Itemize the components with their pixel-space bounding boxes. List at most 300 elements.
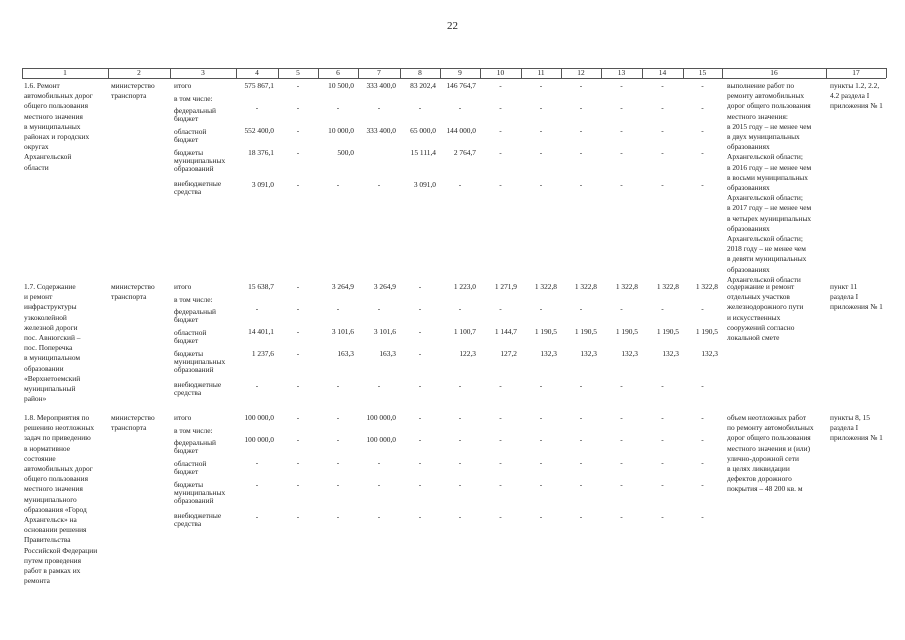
executor-line: транспорта [111, 423, 147, 433]
column-header: 5 [296, 68, 300, 77]
value-cell: 132,3 [701, 349, 718, 358]
value-cell: - [296, 103, 300, 112]
row-name-line: «Верхнетоемский [24, 373, 81, 383]
value-cell: - [661, 381, 664, 390]
value-cell: 1 322,8 [615, 282, 638, 291]
executor-line: министерство [111, 81, 155, 90]
funding-source-label: федеральный [174, 307, 216, 316]
value-cell: 1 237,6 [251, 349, 274, 358]
row-name-line: пос. Поперечка [24, 343, 73, 353]
value-cell: - [296, 327, 300, 336]
value-cell: - [377, 381, 381, 390]
value-cell: 3 101,6 [373, 327, 396, 336]
funding-source-label: федеральный [174, 438, 216, 447]
value-cell: - [458, 381, 462, 390]
value-cell: - [661, 148, 664, 157]
value-cell: - [336, 413, 340, 422]
value-cell: - [377, 512, 381, 521]
value-cell: - [701, 480, 704, 489]
value-cell: - [620, 180, 623, 189]
row-name-line: пос. Авнюгский – [24, 333, 81, 342]
value-cell: - [620, 81, 623, 90]
value-cell: - [661, 435, 664, 444]
row-name-line: образования «Город [24, 504, 87, 514]
value-cell: - [499, 81, 502, 90]
row-name-line: общего пользования [24, 474, 88, 484]
value-cell: - [418, 512, 422, 521]
row-name-line: в муниципальных [24, 121, 81, 131]
value-cell: - [418, 413, 422, 422]
value-cell: 100 000,0 [244, 413, 274, 422]
row-name-line: Архангельск» на [24, 515, 77, 524]
value-cell: - [418, 282, 422, 291]
reference-line: раздела I [830, 423, 859, 433]
reference-line: пункт 11 [830, 282, 858, 291]
row-name-line: образовании [24, 363, 64, 373]
row-name-line: инфраструктуры [24, 302, 77, 312]
value-cell: 2 764,7 [453, 148, 476, 157]
column-header: 3 [201, 68, 205, 77]
column-header: 9 [458, 68, 462, 77]
column-header: 17 [852, 68, 860, 77]
value-cell: - [296, 480, 300, 489]
value-cell: - [579, 148, 583, 157]
value-cell: - [418, 304, 422, 313]
value-cell: - [620, 435, 623, 444]
value-cell: - [458, 180, 462, 189]
value-cell: - [579, 81, 583, 90]
row-name-line: Российской Федерации [24, 545, 98, 555]
value-cell: - [539, 180, 543, 189]
value-cell: - [539, 81, 543, 90]
value-cell: - [336, 304, 340, 313]
value-cell: 1 100,7 [453, 327, 476, 336]
value-cell: - [661, 413, 664, 422]
funding-source-label: бюджет [174, 315, 199, 324]
value-cell: - [701, 304, 704, 313]
value-cell: - [418, 480, 422, 489]
value-cell: - [579, 413, 583, 422]
result-line: улично-дорожной сети [727, 453, 799, 463]
value-cell: - [661, 81, 664, 90]
value-cell: - [701, 180, 704, 189]
value-cell: 3 264,9 [331, 282, 354, 291]
funding-source-label: областной [174, 328, 207, 337]
column-header: 10 [496, 68, 505, 77]
row-name-line: 1.8. Мероприятия по [24, 413, 90, 422]
value-cell: - [458, 103, 462, 112]
row-name-line: автомобильных дорог [24, 464, 93, 473]
value-cell: - [418, 349, 422, 358]
value-cell: 1 190,5 [695, 327, 718, 336]
value-cell: 10 500,0 [328, 81, 354, 90]
row-name-line: узкоколейной [24, 312, 67, 322]
value-cell: - [296, 81, 300, 90]
funding-source-label: муниципальных [174, 357, 226, 366]
row-name-line: местного значения [24, 111, 83, 121]
result-line: отдельных участков [727, 292, 790, 302]
value-cell: 122,3 [459, 349, 476, 358]
value-cell: - [579, 458, 583, 467]
value-cell: - [377, 304, 381, 313]
value-cell: 1 322,8 [574, 282, 597, 291]
value-cell: 1 190,5 [615, 327, 638, 336]
result-line: в девяти муниципальных [727, 254, 807, 264]
value-cell: - [458, 458, 462, 467]
result-line: образованиях [727, 183, 770, 192]
value-cell: - [499, 304, 502, 313]
reference-line: приложения № 1 [830, 101, 883, 111]
funding-source-label: федеральный [174, 106, 216, 115]
reference-line: 4.2 раздела I [830, 91, 870, 101]
funding-source-label: муниципальных [174, 156, 226, 165]
funding-source-label: внебюджетные [174, 511, 222, 520]
value-cell: 15 638,7 [248, 282, 274, 291]
value-cell: 100 000,0 [366, 413, 396, 422]
value-cell: - [377, 458, 381, 467]
row-name-line: железной дороги [24, 322, 78, 332]
row-name-line: ремонта [24, 576, 50, 586]
value-cell: 3 101,6 [331, 327, 354, 336]
value-cell: 1 190,5 [574, 327, 597, 336]
executor-line: министерство [111, 413, 155, 422]
value-cell: - [701, 512, 704, 521]
value-cell: - [661, 458, 664, 467]
value-cell: - [499, 413, 502, 422]
result-line: Архангельской области; [727, 193, 803, 203]
result-line: содержание и ремонт [727, 282, 795, 291]
value-cell: 163,3 [337, 349, 354, 358]
value-cell: - [255, 103, 259, 112]
value-cell: 65 000,0 [410, 126, 436, 135]
value-cell: 132,3 [621, 349, 638, 358]
result-line: 2018 году – не менее чем [727, 244, 806, 254]
value-cell: 10 000,0 [328, 126, 354, 135]
funding-source-label: образований [174, 365, 214, 374]
value-cell: - [418, 381, 422, 390]
funding-source-label: областной [174, 127, 207, 136]
result-line: железнодорожного пути [727, 302, 804, 312]
value-cell: - [701, 81, 704, 90]
value-cell: - [499, 458, 502, 467]
value-cell: 552 400,0 [244, 126, 274, 135]
funding-source-label: в том числе: [174, 295, 213, 304]
value-cell: - [499, 480, 502, 489]
value-cell: - [701, 148, 704, 157]
column-header: 6 [336, 68, 340, 77]
funding-source-label: внебюджетные [174, 380, 222, 389]
value-cell: - [539, 413, 543, 422]
row-name-line: 1.6. Ремонт [24, 81, 60, 90]
result-line: местного значения и (или) [727, 443, 811, 453]
row-name-line: муниципального [24, 494, 77, 504]
reference-line: пункты 8, 15 [830, 413, 870, 422]
value-cell: - [255, 381, 259, 390]
value-cell: - [579, 435, 583, 444]
value-cell: - [499, 180, 502, 189]
value-cell: - [458, 512, 462, 521]
column-divider [886, 68, 887, 78]
funding-source-label: бюджет [174, 336, 199, 345]
row-name-line: работ в рамках их [24, 566, 81, 575]
value-cell: - [296, 180, 300, 189]
row-name-line: Правительства [24, 535, 71, 545]
value-cell: - [499, 148, 502, 157]
value-cell: - [701, 435, 704, 444]
value-cell: - [661, 126, 664, 135]
value-cell: 3 091,0 [413, 180, 436, 189]
value-cell: - [296, 413, 300, 422]
value-cell: - [620, 148, 623, 157]
value-cell: - [336, 103, 340, 112]
value-cell: 1 190,5 [534, 327, 557, 336]
value-cell: 83 202,4 [410, 81, 436, 90]
funding-source-label: бюджеты [174, 480, 204, 489]
value-cell: 14 401,1 [248, 327, 274, 336]
row-name-line: местного значения [24, 484, 83, 494]
value-cell: - [499, 126, 502, 135]
funding-source-label: средства [174, 187, 202, 196]
row-name-line: задач по приведению [24, 433, 91, 443]
result-line: дефектов дорожного [727, 474, 792, 484]
value-cell: - [579, 480, 583, 489]
value-cell: - [701, 381, 704, 390]
value-cell: - [336, 458, 340, 467]
value-cell: - [579, 126, 583, 135]
funding-source-label: итого [174, 413, 192, 422]
row-name-line: районах и городских [24, 132, 90, 141]
value-cell: - [499, 103, 502, 112]
result-line: образованиях [727, 264, 770, 274]
result-line: местного значения: [727, 111, 788, 121]
reference-line: раздела I [830, 292, 859, 302]
value-cell: 1 322,8 [656, 282, 679, 291]
funding-source-label: бюджеты [174, 148, 204, 157]
funding-source-label: бюджет [174, 446, 199, 455]
result-line: и искусственных [727, 312, 781, 322]
result-line: в четырех муниципальных [727, 213, 812, 223]
value-cell: - [418, 435, 422, 444]
value-cell: - [539, 304, 543, 313]
result-line: в 2017 году – не менее чем [727, 203, 812, 213]
result-line: Архангельской области; [727, 234, 803, 243]
funding-source-label: муниципальных [174, 488, 226, 497]
value-cell: 3 264,9 [373, 282, 396, 291]
column-header: 8 [418, 68, 422, 77]
value-cell: - [377, 180, 381, 189]
value-cell: - [620, 413, 623, 422]
value-cell: - [418, 103, 422, 112]
value-cell: - [579, 103, 583, 112]
value-cell: 146 764,7 [446, 81, 476, 90]
value-cell: - [458, 480, 462, 489]
result-line: Архангельской области; [727, 152, 803, 162]
value-cell: - [539, 126, 543, 135]
value-cell: 127,2 [500, 349, 517, 358]
value-cell: - [620, 381, 623, 390]
result-line: Архангельской области [727, 274, 801, 284]
reference-line: приложения № 1 [830, 302, 883, 312]
row-name-line: решению неотложных [24, 423, 95, 433]
value-cell: - [539, 381, 543, 390]
value-cell: - [661, 512, 664, 521]
funding-source-label: образований [174, 496, 214, 505]
value-cell: - [701, 126, 704, 135]
result-line: в восьми муниципальных [727, 172, 808, 182]
value-cell: - [579, 180, 583, 189]
row-name-line: Архангельской [24, 152, 72, 162]
page-number: 22 [447, 20, 458, 32]
column-header: 15 [698, 68, 707, 77]
executor-line: транспорта [111, 91, 147, 101]
value-cell: - [539, 458, 543, 467]
value-cell: - [296, 148, 300, 157]
value-cell: - [539, 435, 543, 444]
result-line: сооружений согласно [727, 322, 795, 332]
funding-source-label: в том числе: [174, 94, 213, 103]
column-header: 12 [577, 68, 585, 77]
funding-source-label: образований [174, 164, 214, 173]
value-cell: - [377, 103, 381, 112]
value-cell: - [336, 180, 340, 189]
column-header: 11 [537, 68, 545, 77]
value-cell: - [296, 282, 300, 291]
value-cell: - [255, 304, 259, 313]
header-bottom-border [22, 78, 886, 79]
value-cell: - [296, 381, 300, 390]
result-line: в 2016 году – не менее чем [727, 162, 812, 172]
value-cell: 1 144,7 [494, 327, 517, 336]
value-cell: 163,3 [379, 349, 396, 358]
result-line: по ремонту автомобильных [727, 423, 814, 433]
funding-source-label: бюджет [174, 114, 199, 123]
funding-source-label: в том числе: [174, 426, 213, 435]
result-line: выполнение работ по [727, 81, 795, 90]
value-cell: - [499, 512, 502, 521]
value-cell: - [418, 327, 422, 336]
value-cell: - [579, 304, 583, 313]
value-cell: - [579, 512, 583, 521]
result-line: в целях ликвидации [727, 464, 790, 473]
column-header: 13 [617, 68, 626, 77]
value-cell: - [296, 126, 300, 135]
value-cell: - [336, 435, 340, 444]
value-cell: 18 376,1 [248, 148, 274, 157]
row-name-line: в нормативное [24, 443, 70, 453]
reference-line: приложения № 1 [830, 433, 883, 443]
value-cell: - [701, 458, 704, 467]
value-cell: - [296, 435, 300, 444]
value-cell: - [661, 103, 664, 112]
row-name-line: путем проведения [24, 555, 82, 565]
value-cell: - [296, 349, 300, 358]
value-cell: - [377, 480, 381, 489]
column-header: 16 [770, 68, 778, 77]
value-cell: 132,3 [580, 349, 597, 358]
value-cell: - [620, 103, 623, 112]
column-header: 14 [658, 68, 667, 77]
value-cell: - [579, 381, 583, 390]
value-cell: 1 271,9 [494, 282, 517, 291]
row-name-line: основании решения [24, 525, 87, 535]
result-line: локальной смете [727, 333, 780, 342]
value-cell: 575 867,1 [244, 81, 274, 90]
funding-source-label: бюджеты [174, 349, 204, 358]
row-name-line: и ремонт [24, 292, 53, 302]
value-cell: - [620, 458, 623, 467]
value-cell: 333 400,0 [366, 81, 396, 90]
funding-source-label: средства [174, 519, 202, 528]
result-line: дорог общего пользования [727, 101, 811, 111]
value-cell: - [620, 304, 623, 313]
column-header: 2 [137, 68, 141, 77]
column-header: 7 [377, 68, 381, 77]
result-line: в 2015 году – не менее чем [727, 121, 812, 131]
value-cell: - [661, 304, 664, 313]
result-line: объем неотложных работ [727, 413, 807, 422]
value-cell: 3 091,0 [251, 180, 274, 189]
result-line: ремонту автомобильных [727, 91, 805, 101]
row-name-line: район» [24, 394, 47, 404]
value-cell: - [499, 435, 502, 444]
row-name-line: 1.7. Содержание [24, 282, 76, 291]
result-line: образованиях [727, 142, 770, 152]
row-name-line: округах [24, 142, 49, 152]
value-cell: - [458, 413, 462, 422]
funding-source-label: средства [174, 388, 202, 397]
row-name-line: области [24, 162, 49, 172]
value-cell: - [661, 480, 664, 489]
value-cell: - [296, 304, 300, 313]
value-cell: - [255, 480, 259, 489]
value-cell: 132,3 [540, 349, 557, 358]
funding-source-label: бюджет [174, 135, 199, 144]
reference-line: пункты 1.2, 2.2, [830, 81, 880, 90]
value-cell: - [336, 381, 340, 390]
value-cell: 1 223,0 [453, 282, 476, 291]
result-line: образованиях [727, 223, 770, 233]
value-cell: - [620, 126, 623, 135]
value-cell: 144 000,0 [446, 126, 476, 135]
value-cell: - [336, 512, 340, 521]
executor-line: министерство [111, 282, 155, 291]
value-cell: 100 000,0 [244, 435, 274, 444]
value-cell: - [620, 512, 623, 521]
value-cell: - [539, 148, 543, 157]
value-cell: - [458, 435, 462, 444]
executor-line: транспорта [111, 292, 147, 302]
result-line: дорог общего пользования [727, 433, 811, 443]
value-cell: 333 400,0 [366, 126, 396, 135]
funding-source-label: итого [174, 282, 192, 291]
value-cell: - [701, 413, 704, 422]
value-cell: - [296, 512, 300, 521]
value-cell: 100 000,0 [366, 435, 396, 444]
result-line: покрытия – 48 200 кв. м [727, 484, 803, 494]
value-cell: - [255, 512, 259, 521]
funding-source-label: внебюджетные [174, 179, 222, 188]
value-cell: - [336, 480, 340, 489]
value-cell: 1 322,8 [534, 282, 557, 291]
result-line: в двух муниципальных [727, 132, 800, 141]
value-cell: - [701, 103, 704, 112]
row-name-line: состояние [24, 453, 56, 463]
funding-source-label: областной [174, 459, 207, 468]
column-header: 4 [255, 68, 259, 77]
value-cell: 1 190,5 [656, 327, 679, 336]
value-cell: - [539, 512, 543, 521]
value-cell: - [539, 103, 543, 112]
